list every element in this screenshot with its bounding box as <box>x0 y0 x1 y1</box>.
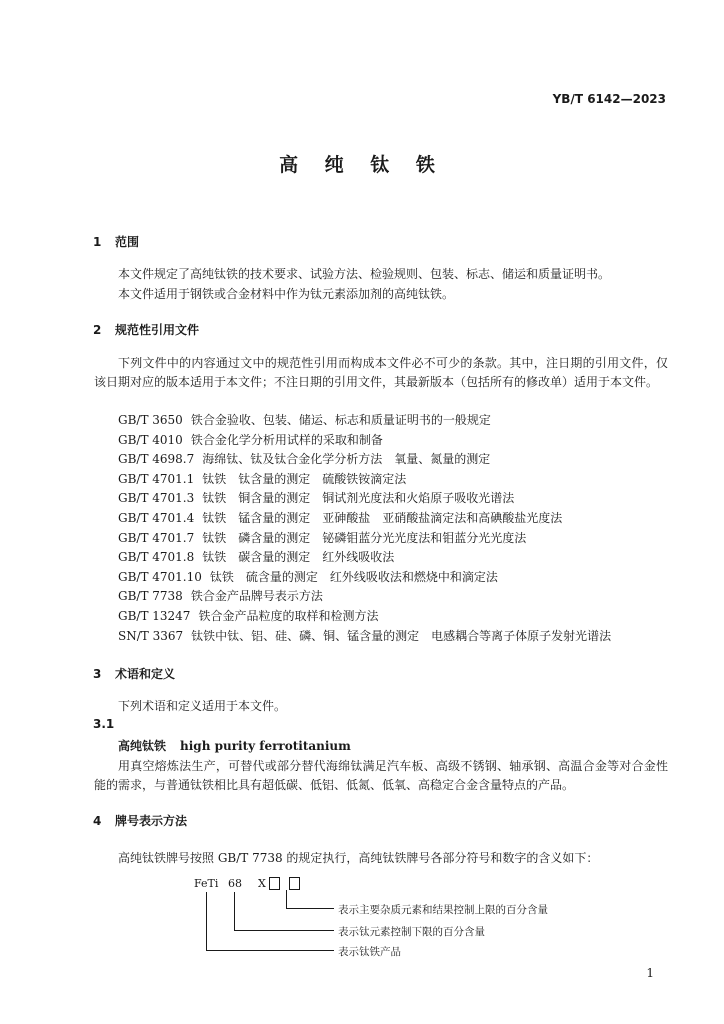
reference-item <box>118 489 611 509</box>
connector-line <box>206 950 334 951</box>
section-heading-terms <box>93 665 175 682</box>
connector-line <box>234 930 334 931</box>
reference-title: 钛铁 磷含量的测定 铋磷钼蓝分光光度法和钼蓝分光光度法 <box>202 530 527 545</box>
impurity-element-box <box>269 877 280 890</box>
reference-title: 钛铁 锰含量的测定 亚砷酸盐 亚硝酸盐滴定法和高碘酸盐光度法 <box>202 510 563 525</box>
reference-item <box>118 587 611 607</box>
section-title: 规范性引用文件 <box>115 323 200 337</box>
reference-title: 钛铁 硫含量的测定 红外线吸收法和燃烧中和滴定法 <box>209 569 498 584</box>
connector-line <box>234 892 235 930</box>
section-heading-scope <box>93 233 139 250</box>
reference-item <box>118 509 611 529</box>
reference-code: GB/T 13247 <box>118 608 191 623</box>
reference-item <box>118 607 611 627</box>
standard-code: YB/T 6142—2023 <box>552 92 666 106</box>
grade-intro: 高纯钛铁牌号按照 GB/T 7738 的规定执行，高纯钛铁牌号各部分符号和数字的含义如下： <box>118 851 599 865</box>
reference-title: 铁合金产品粒度的取样和检测方法 <box>198 608 379 623</box>
reference-item <box>118 627 611 647</box>
term-definition: 用真空熔炼法生产，可替代或部分替代海绵钛满足汽车板、高级不锈钢、轴承钢、高温合金等对合金性能的需求，与普通钛铁相比具有超低碳、低铝、低氮、低氧、高稳定合金含量特点的产品。 <box>94 759 668 792</box>
reference-item <box>118 568 611 588</box>
reference-title: 钛铁 钛含量的测定 硫酸铁铵滴定法 <box>202 471 407 486</box>
term-number: 3.1 <box>93 717 115 731</box>
term-heading <box>118 737 351 754</box>
reference-code: GB/T 4701.10 <box>118 569 202 584</box>
reference-title: 钛铁 铜含量的测定 铜试剂光度法和火焰原子吸收光谱法 <box>202 491 515 506</box>
reference-item <box>118 470 611 490</box>
section-number: 1 <box>93 235 102 249</box>
reference-code: GB/T 3650 <box>118 413 183 427</box>
reference-code: GB/T 4698.7 <box>118 452 195 467</box>
reference-title: 钛铁 碳含量的测定 红外线吸收法 <box>202 550 395 565</box>
reference-item <box>118 529 611 549</box>
reference-code: GB/T 4701.7 <box>118 530 195 545</box>
connector-line <box>286 908 334 909</box>
scope-paragraph-1: 本文件规定了高纯钛铁的技术要求、试验方法、检验规则、包装、标志、储运和质量证明书。 <box>118 267 611 281</box>
section-title: 牌号表示方法 <box>115 814 188 828</box>
reference-title: 钛铁中钛、铝、硅、磷、铜、锰含量的测定 电感耦合等离子体原子发射光谱法 <box>191 628 612 643</box>
section-number: 2 <box>93 323 102 337</box>
reference-code: GB/T 4701.8 <box>118 550 195 565</box>
term-chinese: 高纯钛铁 <box>118 739 167 753</box>
page-number: 1 <box>646 966 654 980</box>
reference-code: GB/T 4701.1 <box>118 471 195 486</box>
references-intro: 下列文件中的内容通过文中的规范性引用而构成本文件必不可少的条款。其中，注日期的引用文件，仅该日期对应的版本适用于本文件；不注日期的引用文件，其最新版本（包括所有的修改单）适用于本文件。 <box>94 356 668 389</box>
reference-item <box>118 548 611 568</box>
reference-item <box>118 431 611 451</box>
connector-line <box>286 890 287 908</box>
grade-number: 68 <box>228 877 242 890</box>
section-number: 4 <box>93 814 102 828</box>
reference-title: 海绵钛、钛及钛合金化学分析方法 氧量、氮量的测定 <box>202 452 491 467</box>
section-title: 范围 <box>115 235 140 249</box>
reference-item <box>118 411 611 431</box>
reference-title: 铁合金化学分析用试样的采取和制备 <box>190 432 383 447</box>
reference-title: 铁合金产品牌号表示方法 <box>190 589 323 604</box>
section-heading-grade-designation <box>93 812 187 829</box>
document-title: 高 纯 钛 铁 <box>279 154 445 176</box>
impurity-limit-box <box>289 877 300 890</box>
reference-list <box>118 411 611 646</box>
reference-title: 铁合金验收、包装、储运、标志和质量证明书的一般规定 <box>190 413 491 427</box>
reference-code: SN/T 3367 <box>118 628 184 643</box>
legend-titanium: 表示钛元素控制下限的百分含量 <box>338 926 485 938</box>
connector-line <box>206 892 207 950</box>
scope-paragraph-2: 本文件适用于钢铁或合金材料中作为钛元素添加剂的高纯钛铁。 <box>118 287 455 301</box>
term-english: high purity ferrotitanium <box>180 739 351 753</box>
reference-code: GB/T 4701.3 <box>118 491 195 506</box>
reference-item <box>118 450 611 470</box>
section-title: 术语和定义 <box>115 667 176 681</box>
section-heading-normative-references <box>93 321 199 338</box>
legend-impurity: 表示主要杂质元素和结果控制上限的百分含量 <box>338 904 548 916</box>
reference-code: GB/T 4701.4 <box>118 510 195 525</box>
grade-designation-diagram <box>194 876 574 966</box>
legend-product: 表示钛铁产品 <box>338 946 401 958</box>
section-number: 3 <box>93 667 102 681</box>
reference-code: GB/T 7738 <box>118 589 183 604</box>
terms-intro: 下列术语和定义适用于本文件。 <box>118 699 287 713</box>
reference-code: GB/T 4010 <box>118 432 183 447</box>
grade-prefix: FeTi <box>194 877 219 890</box>
grade-letter: X <box>258 877 266 890</box>
